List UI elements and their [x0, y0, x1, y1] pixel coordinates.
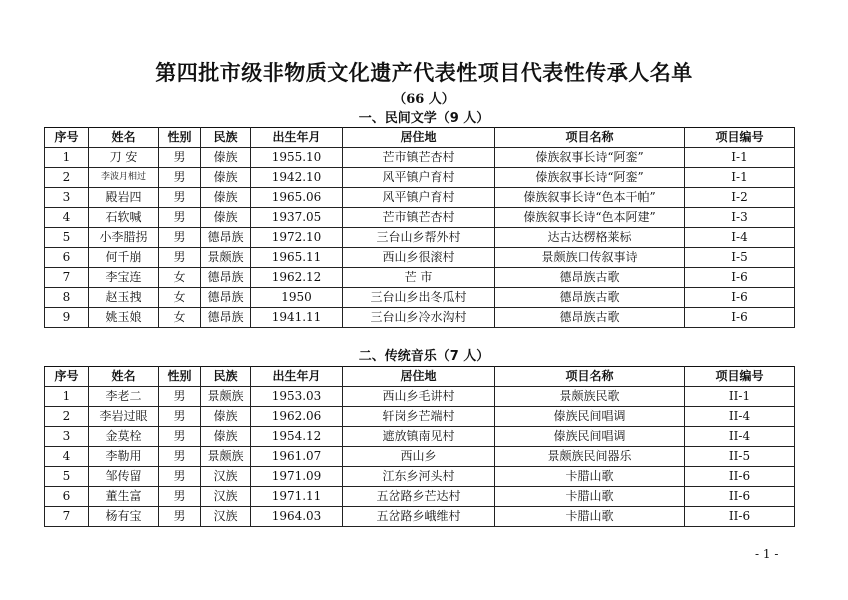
cell-col-project: 傣族民间唱调: [495, 427, 685, 447]
cell-col-code: I-4: [685, 228, 795, 248]
cell-col-index: 9: [45, 308, 89, 328]
cell-col-name: 殿岩四: [89, 188, 159, 208]
document-title: 第四批市级非物质文化遗产代表性项目代表性传承人名单: [155, 61, 693, 85]
cell-col-ethnicity: 景颇族: [201, 387, 251, 407]
cell-col-name: 李岩过眼: [89, 407, 159, 427]
cell-col-ethnicity: 德昂族: [201, 268, 251, 288]
cell-col-index: 6: [45, 248, 89, 268]
cell-col-birth: 1955.10: [251, 148, 343, 168]
cell-col-code: I-6: [685, 308, 795, 328]
cell-col-index: 1: [45, 387, 89, 407]
cell-col-residence: 五岔路乡芒达村: [343, 487, 495, 507]
cell-col-ethnicity: 景颇族: [201, 447, 251, 467]
cell-col-birth: 1971.09: [251, 467, 343, 487]
table-row: [45, 268, 795, 288]
cell-col-index: 2: [45, 168, 89, 188]
cell-col-project: 景颇族民歌: [495, 387, 685, 407]
table-row: [45, 228, 795, 248]
header-col-index: 序号: [45, 128, 89, 148]
cell-col-name: 金莫栓: [89, 427, 159, 447]
header-col-name: 姓名: [89, 128, 159, 148]
cell-col-code: I-3: [685, 208, 795, 228]
cell-col-residence: 芒市镇芒杏村: [343, 208, 495, 228]
cell-col-index: 4: [45, 447, 89, 467]
cell-col-name: 石软喊: [89, 208, 159, 228]
table-row: [45, 447, 795, 467]
cell-col-residence: 风平镇户育村: [343, 188, 495, 208]
cell-col-gender: 男: [159, 427, 201, 447]
cell-col-birth: 1972.10: [251, 228, 343, 248]
table-header-row: [45, 128, 795, 148]
cell-col-code: I-1: [685, 148, 795, 168]
cell-col-residence: 风平镇户育村: [343, 168, 495, 188]
cell-col-residence: 西山乡: [343, 447, 495, 467]
table-row: [45, 188, 795, 208]
header-col-birth: 出生年月: [251, 128, 343, 148]
cell-col-gender: 男: [159, 228, 201, 248]
cell-col-residence: 五岔路乡峨维村: [343, 507, 495, 527]
cell-col-gender: 男: [159, 208, 201, 228]
cell-col-name: 李波月相过: [89, 168, 159, 188]
cell-col-index: 2: [45, 407, 89, 427]
cell-col-project: 达古达楞格莱标: [495, 228, 685, 248]
cell-col-project: 傣族叙事长诗“色本干帕”: [495, 188, 685, 208]
section-heading-traditional-music: 二、传统音乐（7 人）: [358, 349, 490, 364]
cell-col-birth: 1950: [251, 288, 343, 308]
header-col-birth: 出生年月: [251, 367, 343, 387]
cell-col-birth: 1954.12: [251, 427, 343, 447]
table-row: [45, 467, 795, 487]
cell-col-project: 德昂族古歌: [495, 308, 685, 328]
cell-col-residence: 遮放镇南见村: [343, 427, 495, 447]
table-folk-literature: [44, 127, 795, 328]
table-row: [45, 288, 795, 308]
table-row: [45, 168, 795, 188]
cell-col-code: II-6: [685, 487, 795, 507]
table-row: [45, 407, 795, 427]
header-col-residence: 居住地: [343, 367, 495, 387]
cell-col-ethnicity: 傣族: [201, 208, 251, 228]
cell-col-name: 小李腊拐: [89, 228, 159, 248]
cell-col-ethnicity: 傣族: [201, 427, 251, 447]
header-col-ethnicity: 民族: [201, 128, 251, 148]
header-col-index: 序号: [45, 367, 89, 387]
cell-col-project: 景颇族民间器乐: [495, 447, 685, 467]
cell-col-code: II-6: [685, 467, 795, 487]
cell-col-gender: 男: [159, 168, 201, 188]
cell-col-code: II-1: [685, 387, 795, 407]
cell-col-residence: 三台山乡帮外村: [343, 228, 495, 248]
cell-col-project: 德昂族古歌: [495, 268, 685, 288]
cell-col-ethnicity: 景颇族: [201, 248, 251, 268]
cell-col-gender: 男: [159, 487, 201, 507]
cell-col-name: 李宝连: [89, 268, 159, 288]
cell-col-residence: 芒 市: [343, 268, 495, 288]
cell-col-birth: 1942.10: [251, 168, 343, 188]
cell-col-residence: 三台山乡冷水沟村: [343, 308, 495, 328]
cell-col-code: II-6: [685, 507, 795, 527]
cell-col-index: 7: [45, 268, 89, 288]
cell-col-birth: 1937.05: [251, 208, 343, 228]
header-col-gender: 性别: [159, 128, 201, 148]
table-row: [45, 507, 795, 527]
header-col-code: 项目编号: [685, 367, 795, 387]
cell-col-project: 傣族叙事长诗“阿銮”: [495, 168, 685, 188]
table-row: [45, 487, 795, 507]
cell-col-name: 刀 安: [89, 148, 159, 168]
cell-col-birth: 1962.12: [251, 268, 343, 288]
cell-col-birth: 1965.11: [251, 248, 343, 268]
cell-col-project: 傣族民间唱调: [495, 407, 685, 427]
cell-col-name: 董生富: [89, 487, 159, 507]
cell-col-name: 邹传留: [89, 467, 159, 487]
cell-col-index: 3: [45, 427, 89, 447]
cell-col-code: I-1: [685, 168, 795, 188]
cell-col-gender: 女: [159, 288, 201, 308]
cell-col-project: 卡腊山歌: [495, 487, 685, 507]
cell-col-residence: 轩岗乡芒端村: [343, 407, 495, 427]
cell-col-project: 傣族叙事长诗“阿銮”: [495, 148, 685, 168]
table-row: [45, 248, 795, 268]
cell-col-gender: 男: [159, 407, 201, 427]
table-row: [45, 308, 795, 328]
cell-col-code: II-4: [685, 427, 795, 447]
cell-col-gender: 男: [159, 467, 201, 487]
cell-col-birth: 1965.06: [251, 188, 343, 208]
cell-col-code: I-5: [685, 248, 795, 268]
cell-col-birth: 1941.11: [251, 308, 343, 328]
document-subtitle: （66 人）: [393, 92, 455, 107]
header-col-code: 项目编号: [685, 128, 795, 148]
cell-col-gender: 男: [159, 387, 201, 407]
cell-col-residence: 西山乡毛讲村: [343, 387, 495, 407]
cell-col-index: 7: [45, 507, 89, 527]
cell-col-ethnicity: 汉族: [201, 487, 251, 507]
cell-col-name: 何千崩: [89, 248, 159, 268]
cell-col-ethnicity: 德昂族: [201, 308, 251, 328]
cell-col-gender: 女: [159, 268, 201, 288]
cell-col-index: 1: [45, 148, 89, 168]
table-header-row: [45, 367, 795, 387]
cell-col-ethnicity: 德昂族: [201, 288, 251, 308]
cell-col-index: 8: [45, 288, 89, 308]
cell-col-name: 姚玉娘: [89, 308, 159, 328]
cell-col-project: 景颇族口传叙事诗: [495, 248, 685, 268]
table-row: [45, 387, 795, 407]
section-heading-folk-literature: 一、民间文学（9 人）: [358, 111, 490, 126]
header-col-gender: 性别: [159, 367, 201, 387]
header-col-ethnicity: 民族: [201, 367, 251, 387]
cell-col-ethnicity: 汉族: [201, 467, 251, 487]
cell-col-index: 4: [45, 208, 89, 228]
cell-col-residence: 西山乡很滚村: [343, 248, 495, 268]
cell-col-gender: 男: [159, 148, 201, 168]
cell-col-code: I-2: [685, 188, 795, 208]
cell-col-code: I-6: [685, 288, 795, 308]
table-row: [45, 208, 795, 228]
cell-col-gender: 女: [159, 308, 201, 328]
cell-col-project: 德昂族古歌: [495, 288, 685, 308]
table-row: [45, 148, 795, 168]
cell-col-code: II-4: [685, 407, 795, 427]
header-col-residence: 居住地: [343, 128, 495, 148]
cell-col-index: 6: [45, 487, 89, 507]
cell-col-gender: 男: [159, 248, 201, 268]
cell-col-name: 赵玉拽: [89, 288, 159, 308]
cell-col-ethnicity: 傣族: [201, 188, 251, 208]
cell-col-gender: 男: [159, 447, 201, 467]
cell-col-ethnicity: 傣族: [201, 407, 251, 427]
cell-col-code: I-6: [685, 268, 795, 288]
cell-col-name: 杨有宝: [89, 507, 159, 527]
cell-col-project: 卡腊山歌: [495, 507, 685, 527]
cell-col-index: 5: [45, 228, 89, 248]
cell-col-index: 3: [45, 188, 89, 208]
cell-col-residence: 江东乡河头村: [343, 467, 495, 487]
cell-col-ethnicity: 汉族: [201, 507, 251, 527]
cell-col-birth: 1964.03: [251, 507, 343, 527]
cell-col-code: II-5: [685, 447, 795, 467]
page-number: - 1 -: [755, 547, 779, 561]
cell-col-birth: 1971.11: [251, 487, 343, 507]
cell-col-project: 卡腊山歌: [495, 467, 685, 487]
cell-col-index: 5: [45, 467, 89, 487]
cell-col-ethnicity: 傣族: [201, 168, 251, 188]
cell-col-birth: 1961.07: [251, 447, 343, 467]
table-row: [45, 427, 795, 447]
cell-col-residence: 芒市镇芒杏村: [343, 148, 495, 168]
header-col-project: 项目名称: [495, 128, 685, 148]
cell-col-ethnicity: 傣族: [201, 148, 251, 168]
cell-col-gender: 男: [159, 188, 201, 208]
cell-col-name: 李勒用: [89, 447, 159, 467]
cell-col-residence: 三台山乡出冬瓜村: [343, 288, 495, 308]
cell-col-ethnicity: 德昂族: [201, 228, 251, 248]
cell-col-birth: 1953.03: [251, 387, 343, 407]
cell-col-gender: 男: [159, 507, 201, 527]
cell-col-project: 傣族叙事长诗“色本阿建”: [495, 208, 685, 228]
cell-col-name: 李老二: [89, 387, 159, 407]
table-traditional-music: [44, 366, 795, 527]
cell-col-birth: 1962.06: [251, 407, 343, 427]
header-col-name: 姓名: [89, 367, 159, 387]
header-col-project: 项目名称: [495, 367, 685, 387]
